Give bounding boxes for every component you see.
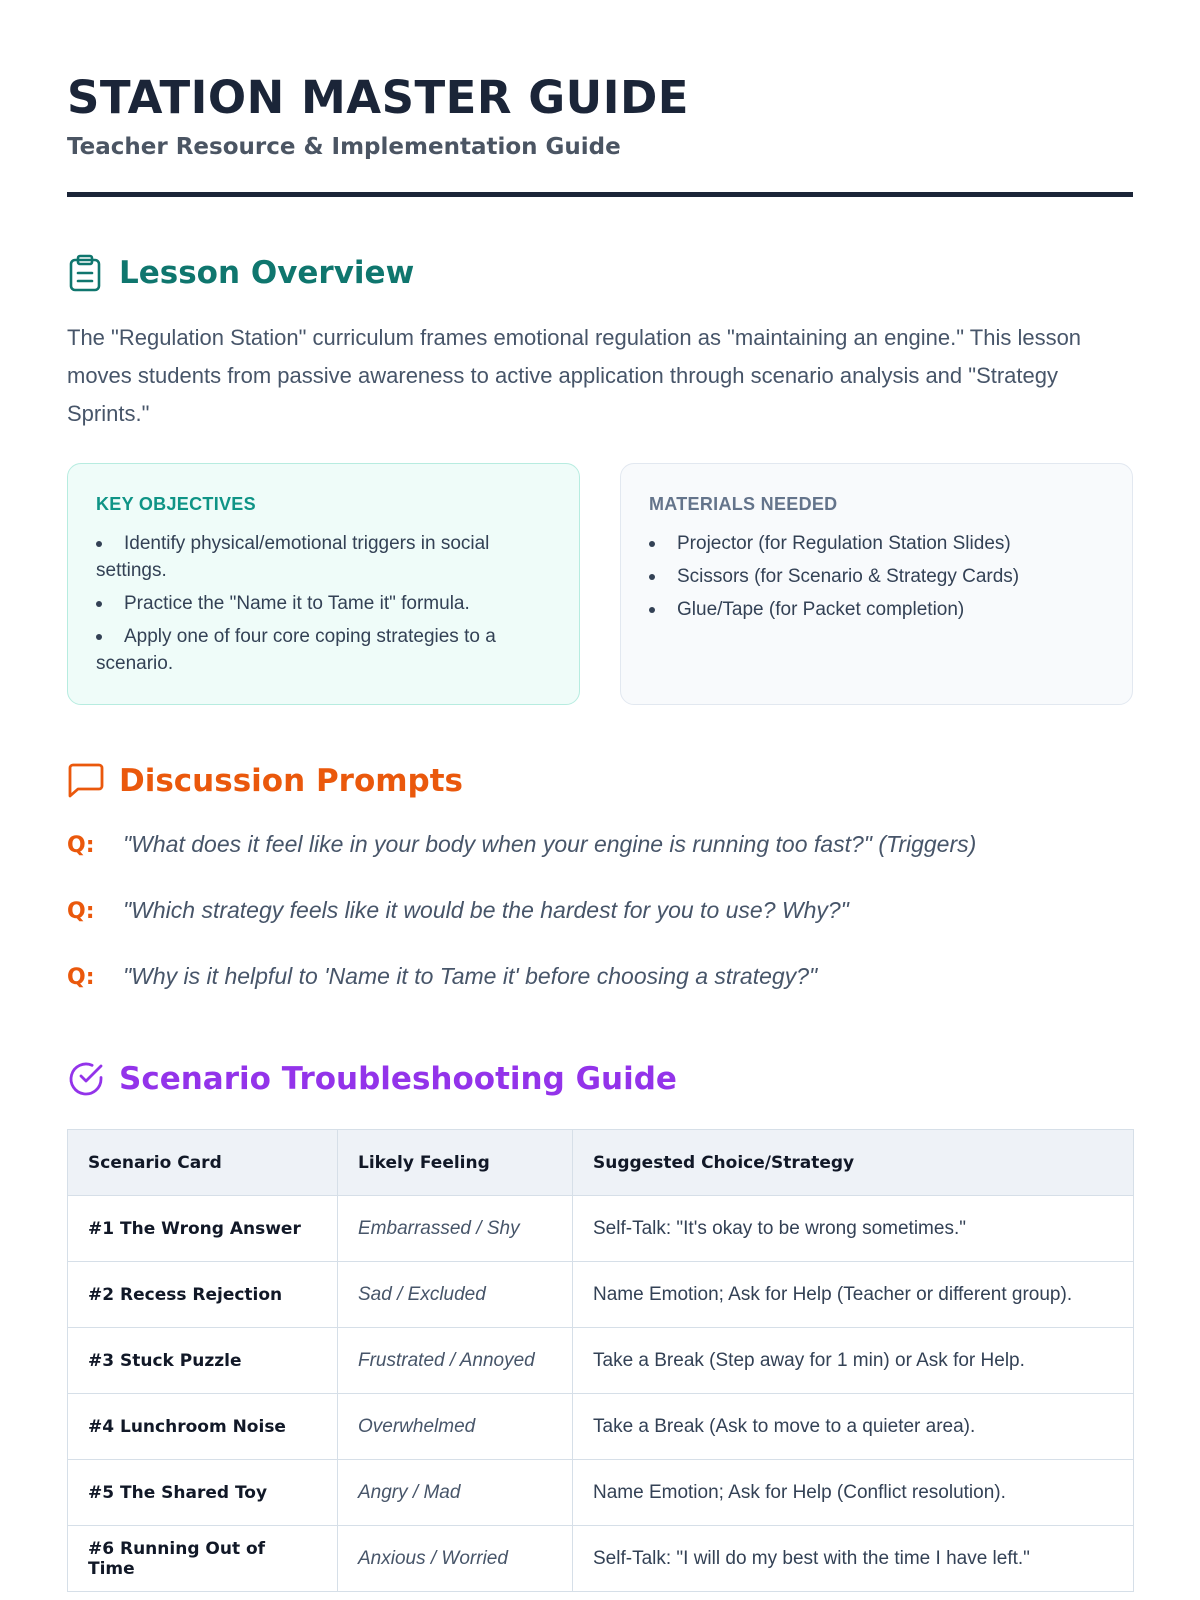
question-label: Q:	[67, 833, 95, 858]
scenario-card-cell: #6 Running Out of Time	[68, 1526, 338, 1592]
page-subtitle: Teacher Resource & Implementation Guide	[67, 134, 621, 160]
table-row	[68, 1460, 1134, 1526]
table-header-row	[68, 1130, 1134, 1196]
prompt-text: "What does it feel like in your body when your engine is running too fast?" (Triggers)	[123, 831, 977, 857]
prompt-text: "Why is it helpful to 'Name it to Tame it' before choosing a strategy?"	[123, 963, 818, 989]
strategy-cell: Name Emotion; Ask for Help (Teacher or different group).	[573, 1262, 1134, 1328]
materials-list	[649, 530, 1104, 623]
scenario-card-cell: #1 The Wrong Answer	[68, 1196, 338, 1262]
table-row	[68, 1196, 1134, 1262]
list-item: Apply one of four core coping strategies to a scenario.	[96, 623, 551, 677]
discussion-prompts-title: Discussion Prompts	[119, 763, 464, 799]
column-header: Scenario Card	[68, 1130, 338, 1196]
check-circle-icon	[67, 1059, 107, 1099]
prompts-list	[67, 831, 1133, 995]
troubleshooting-guide-title: Scenario Troubleshooting Guide	[119, 1061, 677, 1097]
strategy-cell: Take a Break (Step away for 1 min) or Ask for Help.	[573, 1328, 1134, 1394]
speech-bubble-icon	[67, 761, 107, 801]
list-item: Projector (for Regulation Station Slides)	[649, 530, 1104, 557]
table-row	[68, 1262, 1134, 1328]
list-item: Scissors (for Scenario & Strategy Cards)	[649, 563, 1104, 590]
scenario-card-cell: #2 Recess Rejection	[68, 1262, 338, 1328]
column-header: Suggested Choice/Strategy	[573, 1130, 1134, 1196]
table-row	[68, 1526, 1134, 1592]
key-objectives-title: KEY OBJECTIVES	[96, 494, 256, 514]
discussion-prompts-heading	[67, 761, 1133, 801]
lesson-overview-title: Lesson Overview	[119, 255, 415, 291]
lesson-overview-heading	[67, 253, 1133, 293]
list-item: Practice the "Name it to Tame it" formula.	[96, 590, 551, 617]
likely-feeling-cell: Anxious / Worried	[338, 1526, 573, 1592]
key-objectives-card	[67, 463, 580, 705]
page-title: STATION MASTER GUIDE	[67, 71, 690, 124]
key-objectives-list	[96, 530, 551, 677]
prompt-item	[67, 831, 1133, 863]
prompt-item	[67, 963, 1133, 995]
prompt-text: "Which strategy feels like it would be the hardest for you to use? Why?"	[123, 897, 849, 923]
column-header: Likely Feeling	[338, 1130, 573, 1196]
question-label: Q:	[67, 899, 95, 924]
title-divider	[67, 192, 1133, 197]
table-row	[68, 1394, 1134, 1460]
strategy-cell: Name Emotion; Ask for Help (Conflict resolution).	[573, 1460, 1134, 1526]
troubleshooting-table-wrap	[67, 1129, 1133, 1592]
question-label: Q:	[67, 965, 95, 990]
list-item: Identify physical/emotional triggers in social settings.	[96, 530, 551, 584]
materials-needed-title: MATERIALS NEEDED	[649, 494, 838, 514]
likely-feeling-cell: Angry / Mad	[338, 1460, 573, 1526]
scenario-card-cell: #5 The Shared Toy	[68, 1460, 338, 1526]
troubleshooting-table	[67, 1129, 1134, 1592]
materials-needed-card	[620, 463, 1133, 705]
list-item: Glue/Tape (for Packet completion)	[649, 596, 1104, 623]
troubleshooting-guide-heading	[67, 1059, 1133, 1099]
table-row	[68, 1328, 1134, 1394]
likely-feeling-cell: Overwhelmed	[338, 1394, 573, 1460]
likely-feeling-cell: Sad / Excluded	[338, 1262, 573, 1328]
prompt-item	[67, 897, 1133, 929]
clipboard-icon	[67, 253, 107, 293]
strategy-cell: Self-Talk: "I will do my best with the time I have left."	[573, 1526, 1134, 1592]
overview-cards	[67, 463, 1133, 705]
strategy-cell: Self-Talk: "It's okay to be wrong sometimes."	[573, 1196, 1134, 1262]
strategy-cell: Take a Break (Ask to move to a quieter area).	[573, 1394, 1134, 1460]
scenario-card-cell: #4 Lunchroom Noise	[68, 1394, 338, 1460]
likely-feeling-cell: Frustrated / Annoyed	[338, 1328, 573, 1394]
scenario-card-cell: #3 Stuck Puzzle	[68, 1328, 338, 1394]
likely-feeling-cell: Embarrassed / Shy	[338, 1196, 573, 1262]
lesson-intro: The "Regulation Station" curriculum frames emotional regulation as "maintaining an engine." This lesson moves students from passive awareness to active application through scenario analysis and "Strategy Sprints."	[67, 325, 1082, 426]
